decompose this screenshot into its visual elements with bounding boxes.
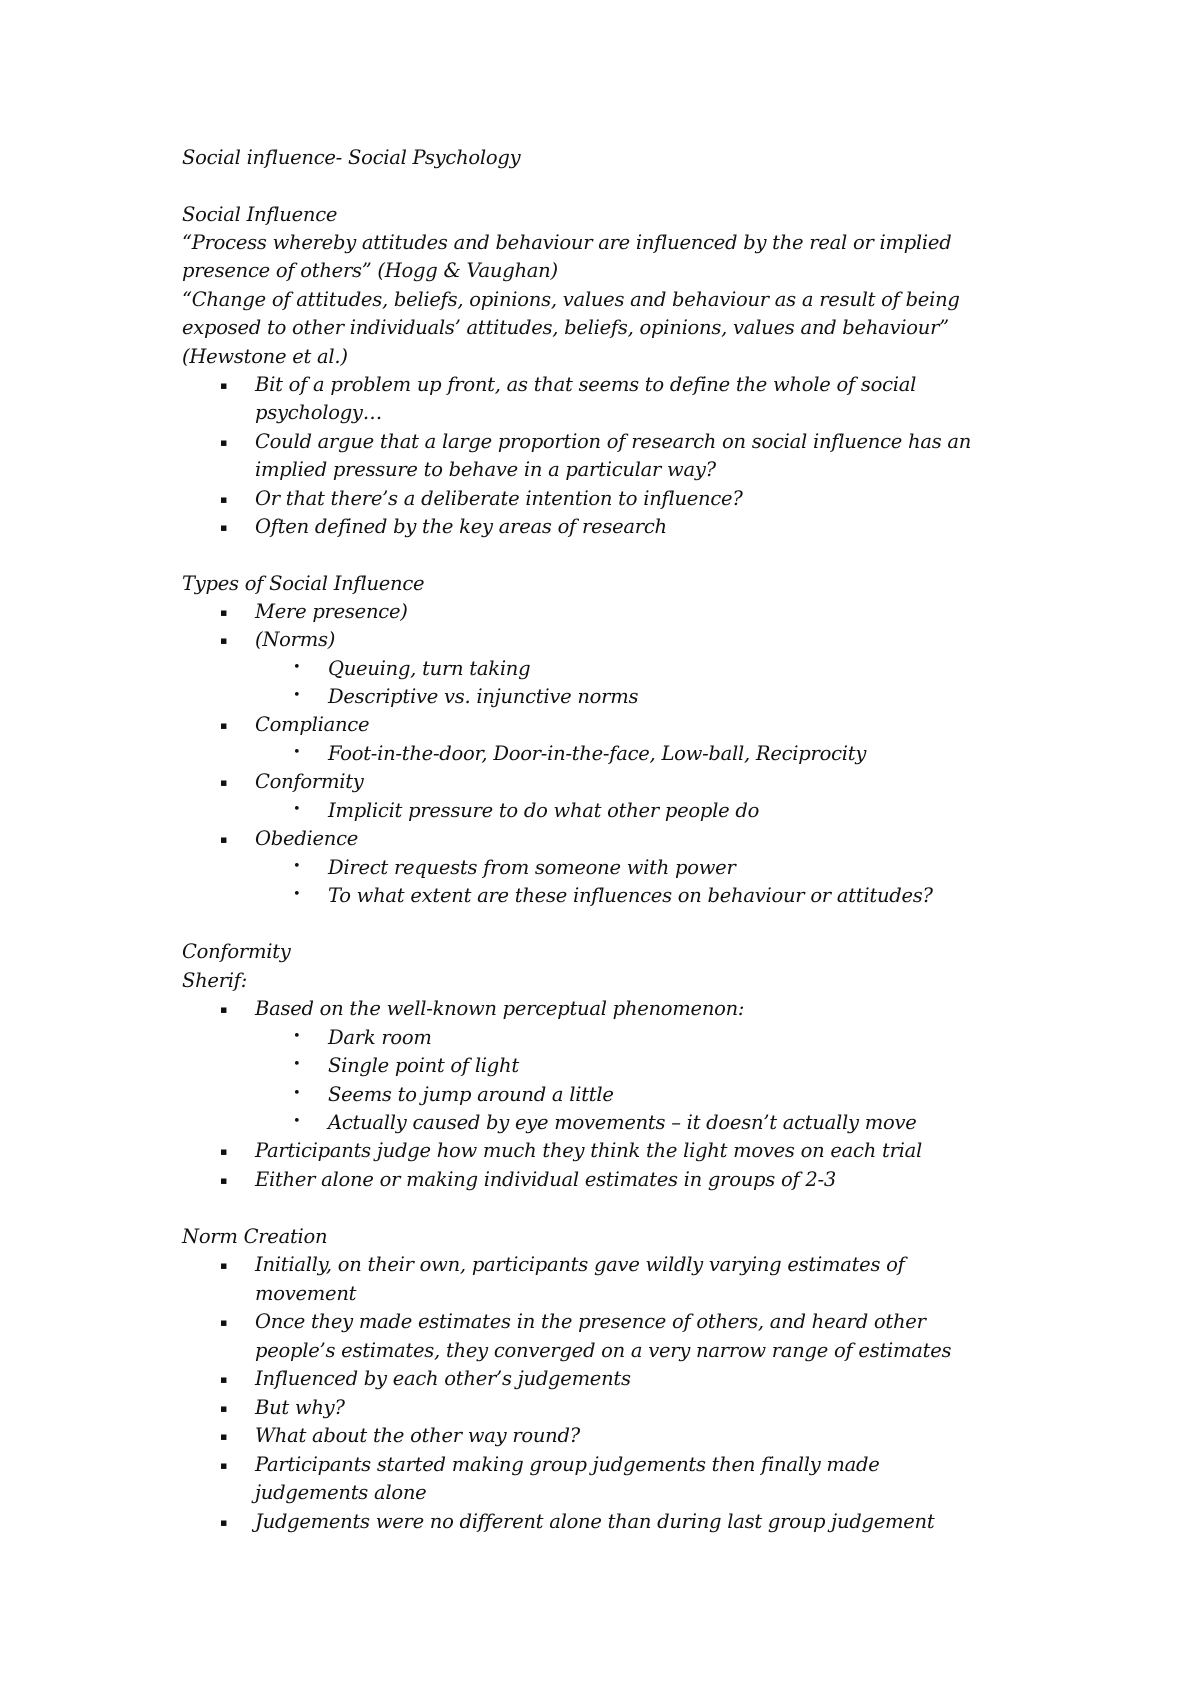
definition-line: “Change of attitudes, beliefs, opinions, values and behaviour as a result of being	[182, 288, 960, 311]
list-item: Bit of a problem up front, as that seems to define the whole of social	[255, 373, 917, 396]
square-bullet-icon: ▪	[220, 634, 228, 647]
sub-list-item: Descriptive vs. injunctive norms	[328, 685, 639, 708]
list-item: What about the other way round?	[255, 1424, 580, 1447]
square-bullet-icon: ▪	[220, 521, 228, 534]
dot-bullet-icon: •	[293, 660, 301, 675]
square-bullet-icon: ▪	[220, 379, 228, 392]
list-item: Conformity	[255, 770, 364, 793]
square-bullet-icon: ▪	[220, 1259, 228, 1272]
sub-list-item: Queuing, turn taking	[328, 657, 531, 680]
list-item: Either alone or making individual estimates in groups of 2-3	[255, 1168, 837, 1191]
section-heading-norm-creation: Norm Creation	[182, 1225, 328, 1248]
section-heading-conformity: Conformity	[182, 940, 291, 963]
sub-list-item: Seems to jump around a little	[328, 1083, 614, 1106]
definition-line: (Hewstone et al.)	[182, 345, 348, 368]
list-item-continuation: judgements alone	[255, 1481, 427, 1504]
definition-line: presence of others” (Hogg & Vaughan)	[182, 259, 558, 282]
dot-bullet-icon: •	[293, 802, 301, 817]
sub-list-item: Single point of light	[328, 1054, 519, 1077]
sub-list-item: Implicit pressure to do what other people do	[328, 799, 760, 822]
square-bullet-icon: ▪	[220, 493, 228, 506]
list-item: Based on the well-known perceptual phenomenon:	[255, 997, 745, 1020]
dot-bullet-icon: •	[293, 1086, 301, 1101]
list-item: Influenced by each other’s judgements	[255, 1367, 631, 1390]
dot-bullet-icon: •	[293, 688, 301, 703]
square-bullet-icon: ▪	[220, 719, 228, 732]
list-item-continuation: psychology…	[255, 401, 382, 424]
dot-bullet-icon: •	[293, 1029, 301, 1044]
list-item: Initially, on their own, participants gave wildly varying estimates of	[255, 1253, 905, 1276]
square-bullet-icon: ▪	[220, 1316, 228, 1329]
square-bullet-icon: ▪	[220, 1516, 228, 1529]
sub-list-item: Foot-in-the-door, Door-in-the-face, Low-ball, Reciprocity	[328, 742, 867, 765]
square-bullet-icon: ▪	[220, 1373, 228, 1386]
square-bullet-icon: ▪	[220, 606, 228, 619]
dot-bullet-icon: •	[293, 745, 301, 760]
document-title: Social influence- Social Psychology	[182, 146, 521, 169]
square-bullet-icon: ▪	[220, 436, 228, 449]
list-item: Or that there’s a deliberate intention to influence?	[255, 487, 743, 510]
dot-bullet-icon: •	[293, 1057, 301, 1072]
definition-line: “Process whereby attitudes and behaviour are influenced by the real or implied	[182, 231, 952, 254]
list-item: Participants started making group judgements then finally made	[255, 1453, 880, 1476]
section-heading-social-influence: Social Influence	[182, 203, 338, 226]
list-item: Obedience	[255, 827, 359, 850]
square-bullet-icon: ▪	[220, 1430, 228, 1443]
list-item: Participants judge how much they think the light moves on each trial	[255, 1139, 922, 1162]
definition-line: exposed to other individuals’ attitudes, beliefs, opinions, values and behaviour”	[182, 316, 949, 339]
list-item-continuation: implied pressure to behave in a particular way?	[255, 458, 716, 481]
sub-list-item: Dark room	[328, 1026, 432, 1049]
square-bullet-icon: ▪	[220, 1459, 228, 1472]
square-bullet-icon: ▪	[220, 1174, 228, 1187]
dot-bullet-icon: •	[293, 887, 301, 902]
list-item: But why?	[255, 1396, 345, 1419]
sub-list-item: To what extent are these influences on behaviour or attitudes?	[328, 884, 933, 907]
square-bullet-icon: ▪	[220, 1402, 228, 1415]
sub-list-item: Actually caused by eye movements – it doesn’t actually move	[328, 1111, 917, 1134]
list-item: Often defined by the key areas of research	[255, 515, 667, 538]
square-bullet-icon: ▪	[220, 833, 228, 846]
square-bullet-icon: ▪	[220, 1003, 228, 1016]
dot-bullet-icon: •	[293, 859, 301, 874]
list-item: Could argue that a large proportion of research on social influence has an	[255, 430, 972, 453]
list-item-continuation: people’s estimates, they converged on a very narrow range of estimates	[255, 1339, 952, 1362]
list-item: Once they made estimates in the presence of others, and heard other	[255, 1310, 926, 1333]
section-heading-types: Types of Social Influence	[182, 572, 425, 595]
square-bullet-icon: ▪	[220, 1145, 228, 1158]
sub-list-item: Direct requests from someone with power	[328, 856, 736, 879]
list-item: Compliance	[255, 713, 370, 736]
dot-bullet-icon: •	[293, 1114, 301, 1129]
list-item: Judgements were no different alone than during last group judgement	[255, 1510, 935, 1533]
list-item-continuation: movement	[255, 1282, 357, 1305]
list-item: Mere presence)	[255, 600, 408, 623]
list-item: (Norms)	[255, 628, 336, 651]
square-bullet-icon: ▪	[220, 776, 228, 789]
subheading-sherif: Sherif:	[182, 969, 248, 992]
